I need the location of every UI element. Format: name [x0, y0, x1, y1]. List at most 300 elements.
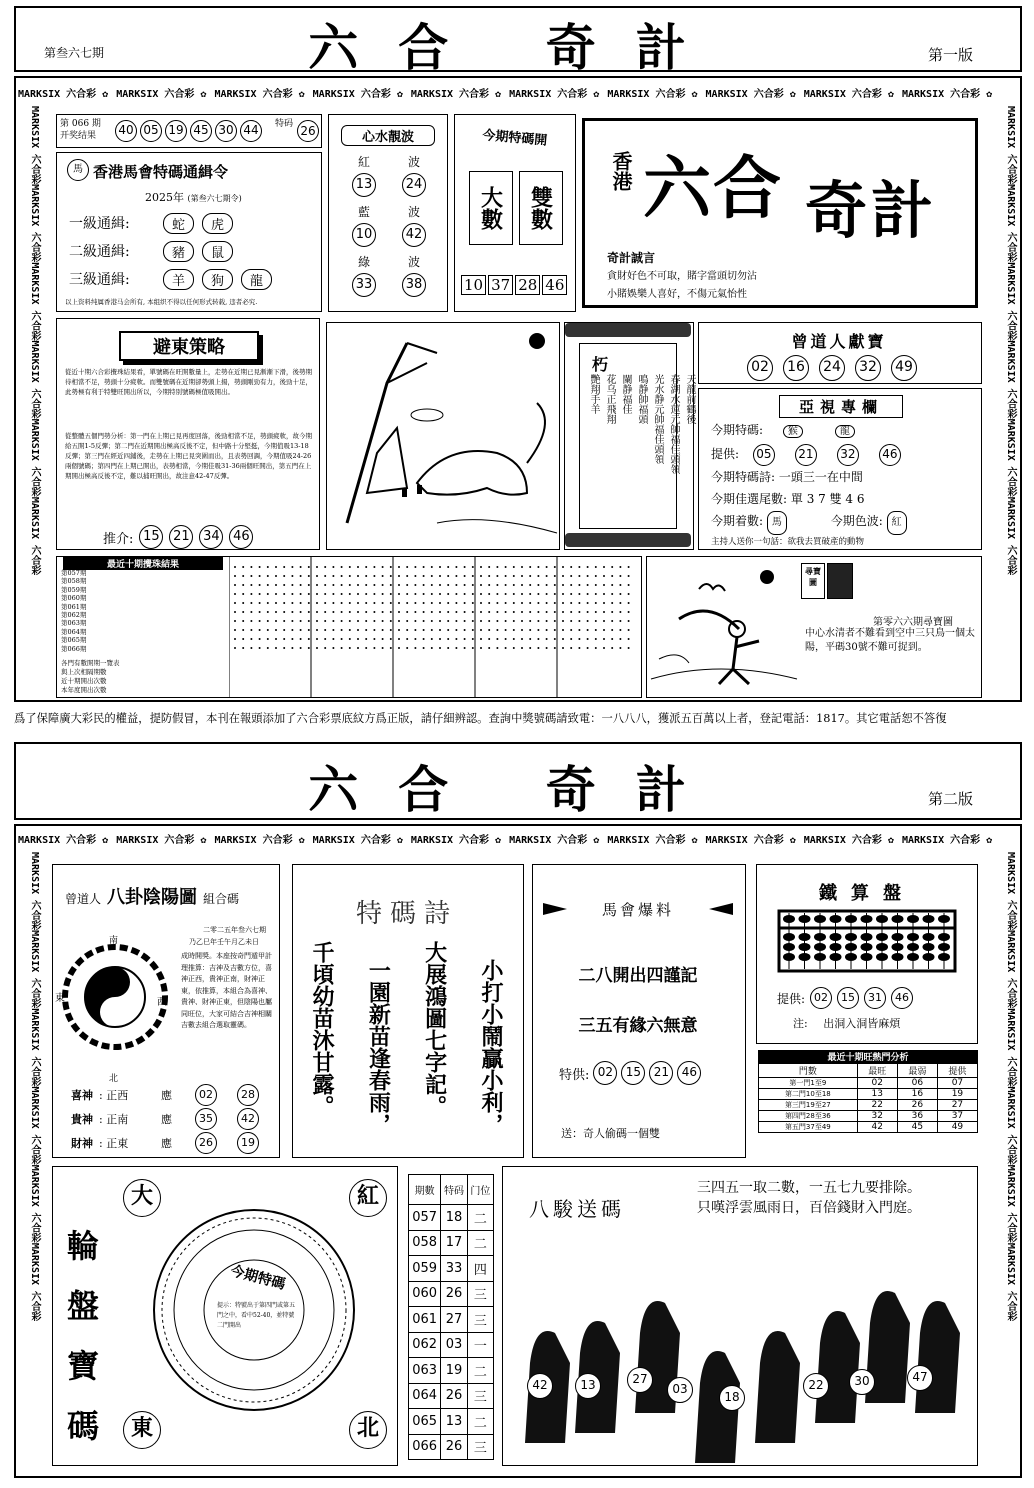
history-dot — [611, 647, 613, 649]
history-dot — [619, 647, 621, 649]
history-dot — [234, 629, 236, 631]
history-dot — [562, 575, 564, 577]
history-dot — [447, 629, 449, 631]
history-dot — [496, 575, 498, 577]
history-dot — [267, 566, 269, 568]
history-dot — [480, 629, 482, 631]
period-cell: 三 — [467, 1383, 493, 1409]
bagua-god-ying: 應 — [161, 1137, 172, 1150]
history-dot — [365, 620, 367, 622]
abacus-bead — [876, 915, 888, 923]
history-dot — [275, 629, 277, 631]
history-dot — [373, 611, 375, 613]
history-dot — [546, 611, 548, 613]
scroll-column: 春湖水蓮元帥福佳頭領 — [668, 374, 679, 474]
history-dot — [332, 638, 334, 640]
history-dot — [521, 584, 523, 586]
history-summary-label: 各門有數開期一覽表 — [61, 659, 120, 667]
history-dot — [324, 575, 326, 577]
history-dot — [455, 566, 457, 568]
history-dot — [259, 602, 261, 604]
history-dot — [373, 584, 375, 586]
brand-motto-title: 奇計誠言 — [607, 251, 656, 265]
history-dot — [414, 584, 416, 586]
history-dot — [406, 611, 408, 613]
page2-right-marquee — [994, 852, 1018, 1472]
abacus-bead — [861, 933, 873, 941]
history-dot — [570, 629, 572, 631]
wanted-zodiac: 龍 — [241, 269, 272, 290]
history-row-label: 第058期 — [61, 577, 87, 586]
history-dot — [398, 611, 400, 613]
marquee-item: MARKSIX 六合彩 — [1005, 262, 1016, 341]
history-dot — [611, 629, 613, 631]
history-dot — [414, 629, 416, 631]
history-dot — [521, 611, 523, 613]
treasure-box — [646, 556, 982, 698]
period-cell: 26 — [441, 1281, 467, 1307]
yashi-color: 紅 — [887, 511, 907, 535]
wanted-year: 2025年 — [145, 191, 184, 204]
history-dot — [332, 575, 334, 577]
abacus-bead — [938, 943, 950, 951]
history-dot — [242, 584, 244, 586]
history-dot — [513, 584, 515, 586]
history-dot — [332, 566, 334, 568]
abacus-bead — [845, 933, 857, 941]
history-dot — [242, 611, 244, 613]
history-dot — [464, 629, 466, 631]
xinshui-number: 33 — [352, 273, 376, 297]
history-dot — [308, 584, 310, 586]
abacus-provide-number: 31 — [864, 987, 886, 1009]
history-dot — [496, 629, 498, 631]
abacus-bead — [814, 943, 826, 951]
history-dot — [234, 593, 236, 595]
history-dot — [595, 629, 597, 631]
history-dot — [496, 584, 498, 586]
history-dot — [447, 611, 449, 613]
history-dot — [464, 566, 466, 568]
abacus-bead — [861, 943, 873, 951]
history-dot — [382, 566, 384, 568]
history-dot — [537, 602, 539, 604]
period-header: 门位 — [467, 1175, 493, 1205]
history-dot — [390, 647, 392, 649]
history-dot — [619, 566, 621, 568]
history-dot — [521, 575, 523, 577]
horses-poem-1: 三四五一取二數，一五七九要排除。 — [697, 1180, 921, 1196]
history-row-label: 第063期 — [61, 619, 87, 628]
strategy-para-2: 從整體五個門勢分析：第一門在上期已見再度回落，後勁相當不足，勢頭疲軟，故今期給五開1-5反彈；第二門在近期開出極高反後不定，但中路十分堅挺，今期值吸13-18反彈；第三門在經近四鋪後，走勢在上期已見突圍而出，且表勢回調，今期值吸24-26兩個號碼；第四門在上期已開出，表勢相當，今期佳吸31-36兩個旺開出，第五門在上期開出極高反後不定，難以捕旺開出，故注意42-47反彈。 — [65, 432, 312, 480]
abacus-bead — [845, 953, 857, 961]
marquee-item: MARKSIX 六合彩 — [1005, 852, 1016, 931]
history-dot — [332, 647, 334, 649]
history-dot — [316, 638, 318, 640]
history-dot — [537, 575, 539, 577]
history-dot — [349, 638, 351, 640]
history-dot — [546, 575, 548, 577]
xinshui-number: 13 — [352, 173, 376, 197]
history-dot — [562, 629, 564, 631]
history-dot — [357, 647, 359, 649]
history-dot — [234, 584, 236, 586]
hot-row — [759, 1078, 978, 1089]
history-dot — [554, 611, 556, 613]
history-dot — [554, 620, 556, 622]
bagua-god-number: 19 — [237, 1132, 259, 1154]
tiger-drawing — [327, 323, 561, 551]
history-dot — [291, 593, 293, 595]
history-dot — [595, 602, 597, 604]
wheel-side-char: 輪 — [67, 1227, 100, 1265]
history-dot — [275, 584, 277, 586]
history-dot — [546, 584, 548, 586]
wheel-center-note: 提示：特號出于第四門或第五門之中，看中52-40，並特號二門開出 — [217, 1302, 296, 1329]
abacus-bead — [830, 943, 842, 951]
history-dot — [365, 575, 367, 577]
history-dot — [291, 566, 293, 568]
history-row-label: 第057期 — [61, 569, 87, 577]
hot-header: 提供 — [937, 1064, 977, 1078]
history-dot — [480, 575, 482, 577]
history-dot — [373, 638, 375, 640]
history-dot — [587, 611, 589, 613]
history-dot — [619, 611, 621, 613]
history-dot — [259, 620, 261, 622]
mahui-send: 送：奇人偷碼一個雙 — [561, 1127, 660, 1140]
history-dot — [365, 593, 367, 595]
history-dot — [537, 620, 539, 622]
abacus-bead — [783, 953, 795, 961]
mahui-title: 馬會爆料 — [601, 901, 674, 919]
period-cell: 26 — [441, 1434, 467, 1460]
history-dot — [439, 647, 441, 649]
history-dot — [447, 602, 449, 604]
history-dot — [587, 647, 589, 649]
history-dot — [562, 593, 564, 595]
history-dot — [480, 584, 482, 586]
abacus-bead — [799, 953, 811, 961]
strategy-title: 避東策略 — [119, 331, 259, 361]
wanted-row — [69, 265, 315, 293]
history-dot — [357, 584, 359, 586]
poem-line: 千頃幼苗沐甘露。 — [309, 941, 335, 1117]
history-dot — [537, 584, 539, 586]
history-dot — [267, 575, 269, 577]
history-dot — [365, 611, 367, 613]
abacus-provide-label: 提供: — [777, 991, 806, 1006]
history-dot — [513, 647, 515, 649]
history-dot — [595, 638, 597, 640]
history-dot — [382, 602, 384, 604]
history-dot — [537, 593, 539, 595]
history-dot — [259, 593, 261, 595]
history-dot — [546, 602, 548, 604]
history-dot — [414, 638, 416, 640]
history-dot — [300, 593, 302, 595]
history-dot — [341, 575, 343, 577]
history-dot — [259, 611, 261, 613]
history-dot — [619, 602, 621, 604]
marquee-item: MARKSIX 六合彩 — [29, 1086, 40, 1165]
abacus-bead — [814, 933, 826, 941]
history-dot — [382, 593, 384, 595]
history-dot — [341, 584, 343, 586]
history-dot — [423, 629, 425, 631]
history-dot — [472, 647, 474, 649]
poem-box — [292, 864, 524, 1158]
history-dot — [283, 593, 285, 595]
history-dot — [398, 593, 400, 595]
history-dot — [308, 575, 310, 577]
marquee-item: MARKSIX 六合彩 — [1005, 496, 1016, 576]
zeng-number: 49 — [891, 355, 917, 381]
history-dot — [603, 566, 605, 568]
hot-header: 最旺 — [857, 1064, 897, 1078]
hot-row — [759, 1089, 978, 1100]
history-dot — [300, 602, 302, 604]
history-dot — [611, 593, 613, 595]
period-cell: 三 — [467, 1307, 493, 1333]
history-dot — [455, 611, 457, 613]
history-dot — [267, 620, 269, 622]
history-dot — [488, 611, 490, 613]
history-dot — [570, 575, 572, 577]
history-dot — [390, 575, 392, 577]
history-dot — [529, 575, 531, 577]
history-dot — [283, 647, 285, 649]
history-dot — [464, 575, 466, 577]
hot-title: 最近十期旺熱門分析 — [758, 1050, 978, 1063]
period-cell: 057 — [409, 1205, 441, 1231]
history-dot — [537, 638, 539, 640]
history-dot — [267, 647, 269, 649]
period-row — [409, 1256, 494, 1282]
history-dot — [373, 629, 375, 631]
history-dot — [250, 647, 252, 649]
horse-number: 47 — [907, 1365, 933, 1391]
history-dot — [431, 602, 433, 604]
period-row — [409, 1358, 494, 1384]
tema-open-right: 雙數 — [519, 171, 563, 245]
history-dot — [242, 620, 244, 622]
period-cell: 27 — [441, 1307, 467, 1333]
history-dot — [447, 638, 449, 640]
history-dot — [291, 647, 293, 649]
history-dot — [349, 629, 351, 631]
yashi-tail: 單 3 7 雙 4 6 — [790, 492, 865, 506]
history-dot — [283, 611, 285, 613]
tema-open-number: 10 — [461, 275, 486, 295]
history-dot — [496, 602, 498, 604]
hot-cell: 第一門1至9 — [759, 1078, 858, 1089]
mahui-special-number: 02 — [593, 1061, 617, 1085]
history-dot — [628, 584, 630, 586]
history-dot — [578, 647, 580, 649]
history-dot — [546, 566, 548, 568]
abacus-bead — [799, 915, 811, 923]
history-dot — [259, 566, 261, 568]
history-dot — [365, 584, 367, 586]
wheel-corner-br: 北 — [349, 1411, 387, 1449]
history-dot — [521, 602, 523, 604]
hot-cell: 第五門37至49 — [759, 1122, 858, 1133]
history-dot — [242, 629, 244, 631]
marquee-item: MARKSIX 六合彩 ✿ — [18, 88, 109, 100]
history-dot — [439, 575, 441, 577]
history-dot — [349, 584, 351, 586]
strategy-para-1: 從近十期六合彩攪珠結果看，單號碼在旺開數量上，走勢在近期已見漸漸下滑，後勢期待相當不足，勢頭十分疲軟。而雙號碼在近期卻勢頭上揚，勢頭剛勁有力，後勁十足，此勢極有利于特雙旺開出所以，今期特別號碼極值吸開出。 — [65, 368, 312, 396]
history-dot — [464, 611, 466, 613]
history-dot — [373, 566, 375, 568]
history-dot — [283, 575, 285, 577]
history-dot — [357, 620, 359, 622]
history-dot — [554, 584, 556, 586]
marquee-item: MARKSIX 六合彩 ✿ — [509, 88, 600, 100]
history-dot — [554, 593, 556, 595]
history-dot — [341, 593, 343, 595]
xinshui-color: 藍 — [357, 205, 370, 219]
history-dot — [578, 575, 580, 577]
history-dot — [390, 611, 392, 613]
history-dot — [341, 647, 343, 649]
history-dot — [332, 620, 334, 622]
history-dot — [308, 638, 310, 640]
history-dot — [431, 620, 433, 622]
history-dot — [234, 602, 236, 604]
bagua-date-2: 乃乙巳年壬午月乙未日 — [189, 938, 259, 946]
history-dot — [308, 566, 310, 568]
history-dot — [414, 611, 416, 613]
history-dot — [496, 647, 498, 649]
history-dot — [578, 584, 580, 586]
history-dot — [472, 629, 474, 631]
history-dot — [324, 593, 326, 595]
marquee-item: MARKSIX 六合彩 ✿ — [901, 834, 993, 846]
history-dot — [578, 638, 580, 640]
history-dot — [439, 638, 441, 640]
history-dot — [562, 647, 564, 649]
history-dot — [537, 611, 539, 613]
marquee-item: MARKSIX 六合彩 ✿ — [607, 88, 698, 100]
history-dot — [398, 584, 400, 586]
history-dot — [275, 611, 277, 613]
period-row — [409, 1281, 494, 1307]
abacus-bead — [799, 933, 811, 941]
history-dot — [455, 602, 457, 604]
history-grid — [229, 557, 639, 697]
history-dot — [341, 638, 343, 640]
period-cell: 066 — [409, 1434, 441, 1460]
hot-cell: 第三門19至27 — [759, 1100, 858, 1111]
history-dot — [275, 575, 277, 577]
history-dot — [234, 638, 236, 640]
poem-line: 小打小鬧贏小利， — [477, 959, 504, 1135]
history-dot — [398, 575, 400, 577]
history-dot — [455, 629, 457, 631]
history-dot — [291, 575, 293, 577]
yashi-provide-number: 21 — [795, 444, 817, 466]
zeng-number: 32 — [855, 355, 881, 381]
history-dot — [546, 629, 548, 631]
marquee-item: MARKSIX 六合彩 — [1005, 340, 1016, 419]
scroll-box — [564, 322, 694, 550]
history-dot — [587, 638, 589, 640]
period-header: 特码 — [441, 1175, 467, 1205]
history-dot — [611, 566, 613, 568]
history-dot — [357, 593, 359, 595]
history-dot — [603, 602, 605, 604]
brand-big: 六合 — [643, 149, 784, 229]
history-dot — [259, 638, 261, 640]
history-dot — [521, 629, 523, 631]
history-dot — [513, 629, 515, 631]
period-cell: 064 — [409, 1383, 441, 1409]
history-dot — [390, 584, 392, 586]
history-dot — [242, 647, 244, 649]
period-cell: 二 — [467, 1409, 493, 1435]
tema-open-number: 28 — [515, 275, 540, 295]
abacus-bead — [830, 915, 842, 923]
history-dot — [439, 584, 441, 586]
period-table — [408, 1174, 494, 1460]
marquee-item: MARKSIX 六合彩 ✿ — [901, 88, 993, 100]
bagua-god-number: 35 — [195, 1108, 217, 1130]
marquee-item: MARKSIX 六合彩 — [29, 340, 40, 419]
history-dot — [496, 593, 498, 595]
history-dot — [234, 575, 236, 577]
history-dot — [570, 593, 572, 595]
history-dot — [423, 647, 425, 649]
marquee-item: MARKSIX 六合彩 — [1005, 106, 1016, 185]
tema-open-number: 46 — [542, 275, 567, 295]
history-dot — [423, 602, 425, 604]
wheel-side-char: 碼 — [67, 1407, 100, 1445]
bagua-god-dir: : 正南 — [99, 1113, 129, 1126]
wanted-title: 香港馬會特碼通緝令 — [93, 163, 229, 181]
history-dot — [554, 602, 556, 604]
history-dot — [505, 566, 507, 568]
history-dot — [611, 638, 613, 640]
abacus-bead — [783, 933, 795, 941]
history-dot — [513, 593, 515, 595]
period-cell: 061 — [409, 1307, 441, 1333]
history-dot — [505, 629, 507, 631]
abacus-bead — [938, 953, 950, 961]
abacus-bead — [876, 943, 888, 951]
history-dot — [357, 638, 359, 640]
history-dot — [562, 584, 564, 586]
history-dot — [505, 647, 507, 649]
marquee-item: MARKSIX 六合彩 — [29, 262, 40, 341]
period-cell: 33 — [441, 1256, 467, 1282]
recommend-number: 34 — [199, 525, 223, 549]
horse-number: 03 — [667, 1377, 693, 1403]
history-dot — [242, 638, 244, 640]
history-dot — [414, 647, 416, 649]
wheel-side-char: 寶 — [67, 1347, 100, 1385]
wanted-zodiac: 豬 — [163, 241, 194, 262]
hot-cell: 16 — [897, 1089, 937, 1100]
history-dot — [316, 602, 318, 604]
abacus-title: 鐵算盤 — [819, 883, 915, 904]
history-dot — [390, 638, 392, 640]
history-dot — [570, 602, 572, 604]
bagua-god-number: 26 — [195, 1132, 217, 1154]
history-dot — [423, 566, 425, 568]
poem-title: 特碼詩 — [355, 899, 458, 929]
